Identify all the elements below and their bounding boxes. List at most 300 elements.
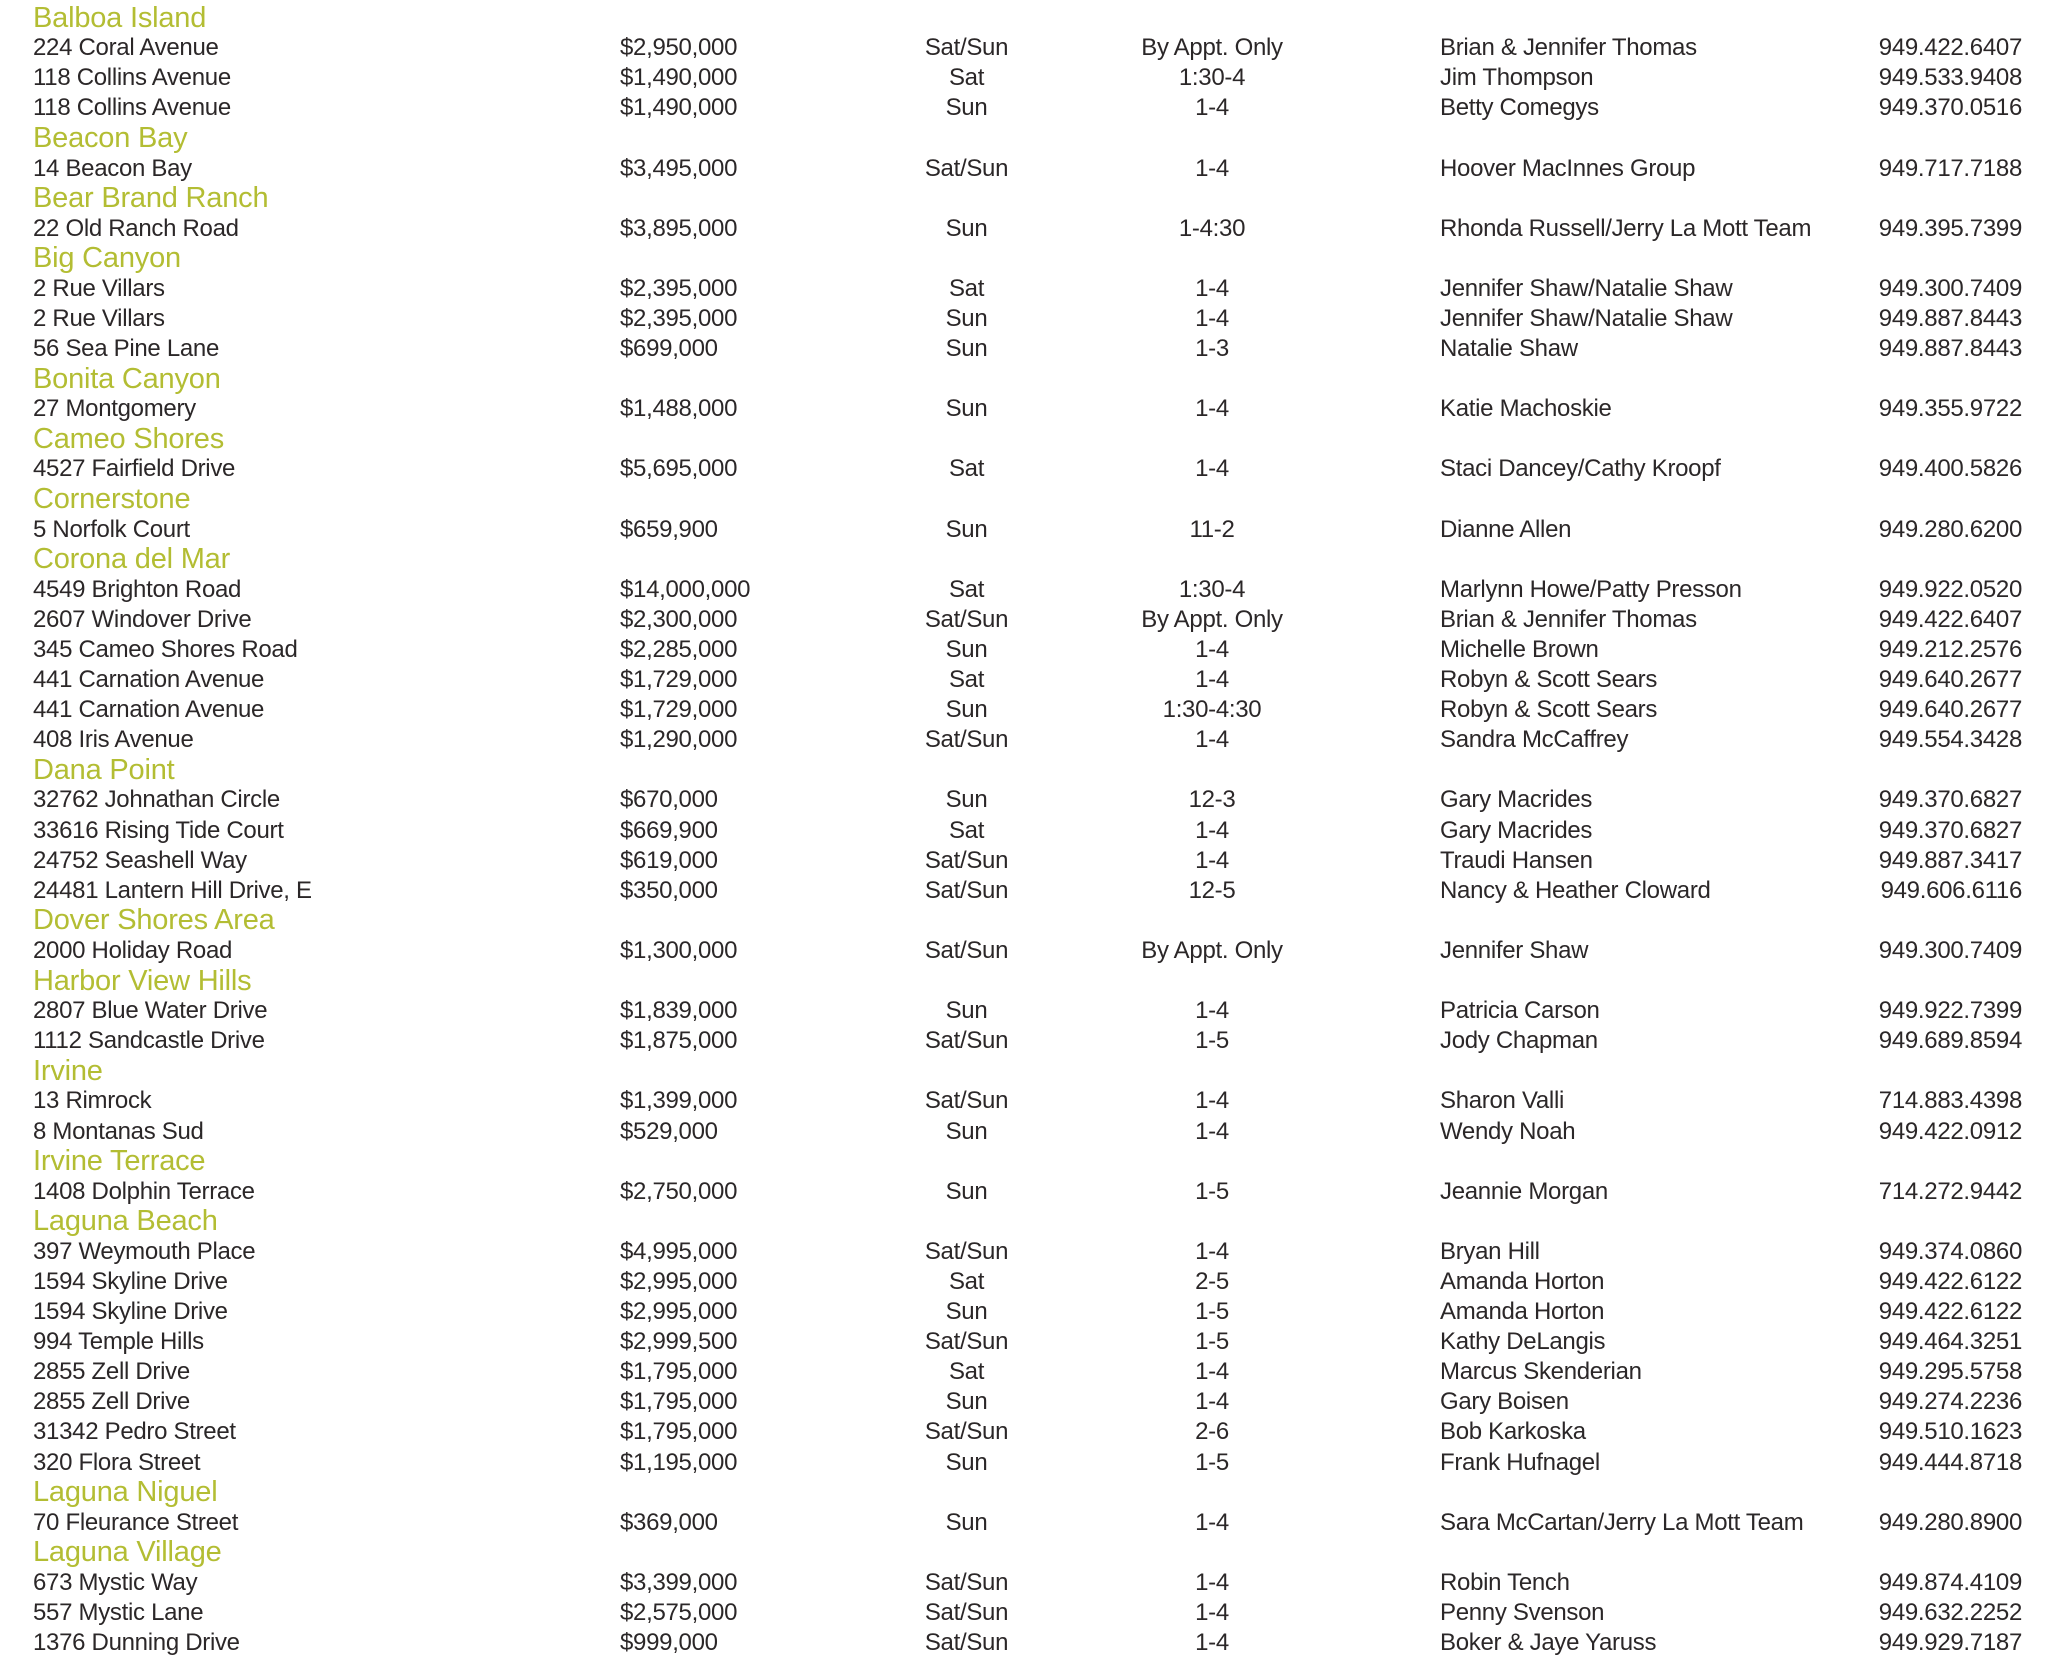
address-cell: 27 Montgomery [33, 395, 196, 423]
time-cell: 1-4 [1195, 666, 1229, 694]
agent-cell: Robyn & Scott Sears [1440, 696, 1658, 724]
price-cell: $2,395,000 [620, 274, 738, 302]
phone-cell: 949.422.6407 [1878, 34, 2022, 62]
price-cell: $1,399,000 [620, 1087, 738, 1115]
time-cell: 1-4 [1195, 1568, 1229, 1596]
phone-cell: 949.374.0860 [1878, 1237, 2022, 1265]
agent-cell: Rhonda Russell/Jerry La Mott Team [1440, 214, 1812, 242]
phone-cell: 949.874.4109 [1878, 1568, 2022, 1596]
section-header-row [33, 966, 2022, 996]
day-cell: Sat/Sun [924, 936, 1009, 964]
time-cell: 1-3 [1195, 335, 1229, 363]
time-cell: 2-5 [1195, 1267, 1229, 1295]
address-cell: 2855 Zell Drive [33, 1358, 190, 1386]
address-cell: 33616 Rising Tide Court [33, 816, 284, 844]
section-header-row [33, 485, 2022, 515]
listing-row [33, 1508, 2022, 1538]
address-cell: 408 Iris Avenue [33, 726, 194, 754]
section-header-row [33, 1147, 2022, 1177]
address-cell: 2 Rue Villars [33, 304, 165, 332]
section-header-row [33, 123, 2022, 153]
section-header-row [33, 424, 2022, 454]
listing-row [33, 1237, 2022, 1267]
address-cell: 397 Weymouth Place [33, 1237, 256, 1265]
day-cell: Sat/Sun [924, 726, 1009, 754]
day-cell: Sat [948, 1267, 985, 1295]
day-cell: Sun [945, 214, 988, 242]
phone-cell: 714.272.9442 [1878, 1177, 2022, 1205]
agent-cell: Robin Tench [1440, 1568, 1570, 1596]
agent-cell: Jennifer Shaw [1440, 936, 1589, 964]
agent-cell: Wendy Noah [1440, 1117, 1576, 1145]
listing-row [33, 304, 2022, 334]
listing-row [33, 785, 2022, 815]
neighborhood-name: Bear Brand Ranch [33, 182, 269, 215]
phone-cell: 949.554.3428 [1878, 726, 2022, 754]
day-cell: Sun [945, 1177, 988, 1205]
price-cell: $1,729,000 [620, 666, 738, 694]
price-cell: $1,795,000 [620, 1388, 738, 1416]
day-cell: Sat [948, 575, 985, 603]
address-cell: 22 Old Ranch Road [33, 214, 239, 242]
phone-cell: 949.212.2576 [1878, 636, 2022, 664]
price-cell: $1,300,000 [620, 936, 738, 964]
neighborhood-name: Laguna Beach [33, 1205, 218, 1238]
listing-row [33, 394, 2022, 424]
phone-cell: 714.883.4398 [1878, 1087, 2022, 1115]
price-cell: $1,795,000 [620, 1418, 738, 1446]
phone-cell: 949.355.9722 [1878, 395, 2022, 423]
price-cell: $529,000 [620, 1117, 718, 1145]
time-cell: 1:30-4 [1178, 575, 1246, 603]
price-cell: $2,575,000 [620, 1599, 738, 1627]
address-cell: 31342 Pedro Street [33, 1418, 236, 1446]
price-cell: $1,839,000 [620, 997, 738, 1025]
address-cell: 2855 Zell Drive [33, 1388, 190, 1416]
phone-cell: 949.887.8443 [1878, 304, 2022, 332]
price-cell: $2,285,000 [620, 636, 738, 664]
listing-row [33, 1177, 2022, 1207]
time-cell: 1-4 [1195, 1599, 1229, 1627]
phone-cell: 949.922.0520 [1878, 575, 2022, 603]
phone-cell: 949.274.2236 [1878, 1388, 2022, 1416]
listing-row [33, 1297, 2022, 1327]
phone-cell: 949.295.5758 [1878, 1358, 2022, 1386]
listing-row [33, 936, 2022, 966]
time-cell: 1-4 [1195, 816, 1229, 844]
listing-row [33, 274, 2022, 304]
price-cell: $1,488,000 [620, 395, 738, 423]
section-header-row [33, 364, 2022, 394]
neighborhood-name: Balboa Island [33, 1, 207, 34]
section-header-row [33, 1538, 2022, 1568]
price-cell: $2,995,000 [620, 1267, 738, 1295]
day-cell: Sat/Sun [924, 1237, 1009, 1265]
address-cell: 1594 Skyline Drive [33, 1298, 228, 1326]
address-cell: 4549 Brighton Road [33, 575, 242, 603]
phone-cell: 949.464.3251 [1878, 1328, 2022, 1356]
day-cell: Sat [948, 455, 985, 483]
time-cell: 1-5 [1195, 1177, 1229, 1205]
day-cell: Sat/Sun [924, 1027, 1009, 1055]
agent-cell: Brian & Jennifer Thomas [1440, 605, 1697, 633]
day-cell: Sun [945, 1508, 988, 1536]
price-cell: $670,000 [620, 786, 718, 814]
listing-row [33, 1568, 2022, 1598]
phone-cell: 949.422.6122 [1878, 1298, 2022, 1326]
price-cell: $2,999,500 [620, 1328, 738, 1356]
agent-cell: Gary Boisen [1440, 1388, 1569, 1416]
phone-cell: 949.717.7188 [1878, 154, 2022, 182]
day-cell: Sat/Sun [924, 1328, 1009, 1356]
listing-row [33, 63, 2022, 93]
phone-cell: 949.640.2677 [1878, 696, 2022, 724]
address-cell: 441 Carnation Avenue [33, 696, 265, 724]
phone-cell: 949.444.8718 [1878, 1448, 2022, 1476]
price-cell: $2,995,000 [620, 1298, 738, 1326]
section-header-row [33, 545, 2022, 575]
day-cell: Sat/Sun [924, 1599, 1009, 1627]
address-cell: 118 Collins Avenue [33, 64, 231, 92]
section-header-row [33, 906, 2022, 936]
time-cell: 1-4 [1195, 274, 1229, 302]
time-cell: 1-5 [1195, 1298, 1229, 1326]
listing-row [33, 876, 2022, 906]
agent-cell: Frank Hufnagel [1440, 1448, 1600, 1476]
time-cell: 1-4 [1195, 154, 1229, 182]
time-cell: By Appt. Only [1141, 34, 1283, 62]
listing-row [33, 33, 2022, 63]
price-cell: $2,300,000 [620, 605, 738, 633]
price-cell: $2,395,000 [620, 304, 738, 332]
listing-row [33, 1628, 2022, 1658]
phone-cell: 949.395.7399 [1878, 214, 2022, 242]
price-cell: $3,399,000 [620, 1568, 738, 1596]
price-cell: $1,195,000 [620, 1448, 738, 1476]
listing-row [33, 605, 2022, 635]
agent-cell: Penny Svenson [1440, 1599, 1605, 1627]
day-cell: Sun [945, 636, 988, 664]
day-cell: Sun [945, 335, 988, 363]
listing-row [33, 816, 2022, 846]
address-cell: 13 Rimrock [33, 1087, 152, 1115]
address-cell: 441 Carnation Avenue [33, 666, 265, 694]
address-cell: 5 Norfolk Court [33, 515, 190, 543]
agent-cell: Jennifer Shaw/Natalie Shaw [1440, 274, 1733, 302]
time-cell: 1-5 [1195, 1448, 1229, 1476]
agent-cell: Sharon Valli [1440, 1087, 1565, 1115]
neighborhood-name: Irvine Terrace [33, 1145, 206, 1178]
section-header-row [33, 3, 2022, 33]
day-cell: Sat [948, 64, 985, 92]
neighborhood-name: Cameo Shores [33, 422, 225, 455]
day-cell: Sun [945, 304, 988, 332]
time-cell: 1-4 [1195, 1358, 1229, 1386]
time-cell: 1-4 [1195, 395, 1229, 423]
agent-cell: Gary Macrides [1440, 816, 1593, 844]
section-header-row [33, 755, 2022, 785]
phone-cell: 949.929.7187 [1878, 1629, 2022, 1657]
listing-row [33, 1357, 2022, 1387]
listing-row [33, 93, 2022, 123]
price-cell: $369,000 [620, 1508, 718, 1536]
address-cell: 8 Montanas Sud [33, 1117, 204, 1145]
price-cell: $999,000 [620, 1629, 718, 1657]
listing-row [33, 214, 2022, 244]
listing-row [33, 1267, 2022, 1297]
day-cell: Sat [948, 666, 985, 694]
neighborhood-name: Dover Shores Area [33, 904, 275, 937]
neighborhood-name: Cornerstone [33, 483, 191, 516]
address-cell: 673 Mystic Way [33, 1568, 198, 1596]
agent-cell: Traudi Hansen [1440, 846, 1593, 874]
phone-cell: 949.606.6116 [1880, 876, 2022, 904]
listing-row [33, 1327, 2022, 1357]
agent-cell: Brian & Jennifer Thomas [1440, 34, 1697, 62]
listing-row [33, 665, 2022, 695]
day-cell: Sat/Sun [924, 1629, 1009, 1657]
neighborhood-name: Big Canyon [33, 242, 181, 275]
time-cell: 1-4 [1195, 997, 1229, 1025]
day-cell: Sat [948, 1358, 985, 1386]
agent-cell: Bryan Hill [1440, 1237, 1540, 1265]
time-cell: 1-5 [1195, 1027, 1229, 1055]
price-cell: $5,695,000 [620, 455, 738, 483]
day-cell: Sat/Sun [924, 34, 1009, 62]
neighborhood-name: Corona del Mar [33, 543, 231, 576]
agent-cell: Bob Karkoska [1440, 1418, 1586, 1446]
section-header-row [33, 1056, 2022, 1086]
listing-row [33, 1116, 2022, 1146]
price-cell: $350,000 [620, 876, 718, 904]
agent-cell: Sara McCartan/Jerry La Mott Team [1440, 1508, 1804, 1536]
section-header-row [33, 1478, 2022, 1508]
time-cell: 1:30-4 [1178, 64, 1246, 92]
section-header-row [33, 184, 2022, 214]
address-cell: 1376 Dunning Drive [33, 1629, 240, 1657]
phone-cell: 949.533.9408 [1878, 64, 2022, 92]
agent-cell: Jennifer Shaw/Natalie Shaw [1440, 304, 1733, 332]
listing-row [33, 846, 2022, 876]
time-cell: 1-4 [1195, 455, 1229, 483]
address-cell: 1594 Skyline Drive [33, 1267, 228, 1295]
day-cell: Sun [945, 786, 988, 814]
agent-cell: Jim Thompson [1440, 64, 1594, 92]
time-cell: 1-4 [1195, 1237, 1229, 1265]
price-cell: $699,000 [620, 335, 718, 363]
neighborhood-name: Laguna Village [33, 1536, 222, 1569]
day-cell: Sun [945, 1298, 988, 1326]
time-cell: 1-4 [1195, 1117, 1229, 1145]
address-cell: 345 Cameo Shores Road [33, 636, 298, 664]
agent-cell: Kathy DeLangis [1440, 1328, 1606, 1356]
agent-cell: Patricia Carson [1440, 997, 1600, 1025]
price-cell: $3,495,000 [620, 154, 738, 182]
time-cell: 1-4 [1195, 846, 1229, 874]
address-cell: 24481 Lantern Hill Drive, E [33, 876, 312, 904]
section-header-row [33, 1207, 2022, 1237]
agent-cell: Hoover MacInnes Group [1440, 154, 1696, 182]
agent-cell: Nancy & Heather Cloward [1440, 876, 1711, 904]
phone-cell: 949.510.1623 [1878, 1418, 2022, 1446]
phone-cell: 949.422.6122 [1878, 1267, 2022, 1295]
phone-cell: 949.689.8594 [1878, 1027, 2022, 1055]
price-cell: $2,950,000 [620, 34, 738, 62]
agent-cell: Michelle Brown [1440, 636, 1599, 664]
phone-cell: 949.922.7399 [1878, 997, 2022, 1025]
listing-row [33, 1598, 2022, 1628]
agent-cell: Staci Dancey/Cathy Kroopf [1440, 455, 1721, 483]
price-cell: $3,895,000 [620, 214, 738, 242]
phone-cell: 949.422.6407 [1878, 605, 2022, 633]
address-cell: 2000 Holiday Road [33, 936, 233, 964]
listing-row [33, 1387, 2022, 1417]
listing-row [33, 153, 2022, 183]
neighborhood-name: Dana Point [33, 753, 175, 786]
price-cell: $1,490,000 [620, 94, 738, 122]
agent-cell: Katie Machoskie [1440, 395, 1612, 423]
agent-cell: Marlynn Howe/Patty Presson [1440, 575, 1742, 603]
address-cell: 557 Mystic Lane [33, 1599, 204, 1627]
time-cell: 2-6 [1195, 1418, 1229, 1446]
day-cell: Sun [945, 696, 988, 724]
price-cell: $659,900 [620, 515, 718, 543]
phone-cell: 949.370.0516 [1878, 94, 2022, 122]
time-cell: 1-4 [1195, 726, 1229, 754]
price-cell: $1,795,000 [620, 1358, 738, 1386]
day-cell: Sat/Sun [924, 846, 1009, 874]
address-cell: 2807 Blue Water Drive [33, 997, 268, 1025]
listing-row [33, 1086, 2022, 1116]
agent-cell: Dianne Allen [1440, 515, 1572, 543]
price-cell: $1,729,000 [620, 696, 738, 724]
listing-row [33, 695, 2022, 725]
agent-cell: Amanda Horton [1440, 1267, 1605, 1295]
price-cell: $619,000 [620, 846, 718, 874]
time-cell: 11-2 [1189, 515, 1235, 543]
phone-cell: 949.422.0912 [1878, 1117, 2022, 1145]
day-cell: Sun [945, 1448, 988, 1476]
agent-cell: Marcus Skenderian [1440, 1358, 1642, 1386]
agent-cell: Gary Macrides [1440, 786, 1593, 814]
time-cell: 1:30-4:30 [1162, 696, 1262, 724]
phone-cell: 949.887.8443 [1878, 335, 2022, 363]
agent-cell: Boker & Jaye Yaruss [1440, 1629, 1657, 1657]
time-cell: 1-4 [1195, 1629, 1229, 1657]
neighborhood-name: Beacon Bay [33, 121, 188, 154]
day-cell: Sat [948, 274, 985, 302]
address-cell: 32762 Johnathan Circle [33, 786, 280, 814]
neighborhood-name: Irvine [33, 1054, 103, 1087]
day-cell: Sat/Sun [924, 154, 1009, 182]
time-cell: 12-5 [1188, 876, 1236, 904]
price-cell: $14,000,000 [620, 575, 751, 603]
listing-row [33, 334, 2022, 364]
address-cell: 118 Collins Avenue [33, 94, 231, 122]
agent-cell: Jeannie Morgan [1440, 1177, 1608, 1205]
listing-row [33, 1026, 2022, 1056]
address-cell: 320 Flora Street [33, 1448, 201, 1476]
listing-row [33, 1448, 2022, 1478]
address-cell: 2607 Windover Drive [33, 605, 252, 633]
neighborhood-name: Harbor View Hills [33, 964, 252, 997]
day-cell: Sun [945, 1388, 988, 1416]
time-cell: 1-4 [1195, 304, 1229, 332]
listing-row [33, 725, 2022, 755]
listing-row [33, 454, 2022, 484]
agent-cell: Robyn & Scott Sears [1440, 666, 1658, 694]
time-cell: 1-4 [1195, 1388, 1229, 1416]
address-cell: 1112 Sandcastle Drive [33, 1027, 265, 1055]
address-cell: 994 Temple Hills [33, 1328, 204, 1356]
listings-table [33, 3, 2022, 1658]
price-cell: $4,995,000 [620, 1237, 738, 1265]
address-cell: 4527 Fairfield Drive [33, 455, 236, 483]
phone-cell: 949.632.2252 [1878, 1599, 2022, 1627]
agent-cell: Jody Chapman [1440, 1027, 1598, 1055]
day-cell: Sat/Sun [924, 876, 1009, 904]
phone-cell: 949.370.6827 [1878, 816, 2022, 844]
day-cell: Sat/Sun [924, 1418, 1009, 1446]
address-cell: 70 Fleurance Street [33, 1508, 239, 1536]
day-cell: Sun [945, 94, 988, 122]
day-cell: Sat/Sun [924, 1087, 1009, 1115]
time-cell: 1-4 [1195, 94, 1229, 122]
listing-row [33, 635, 2022, 665]
price-cell: $2,750,000 [620, 1177, 738, 1205]
listing-row [33, 515, 2022, 545]
price-cell: $1,875,000 [620, 1027, 738, 1055]
price-cell: $1,290,000 [620, 726, 738, 754]
phone-cell: 949.640.2677 [1878, 666, 2022, 694]
day-cell: Sun [945, 1117, 988, 1145]
phone-cell: 949.370.6827 [1878, 786, 2022, 814]
price-cell: $1,490,000 [620, 64, 738, 92]
day-cell: Sun [945, 997, 988, 1025]
phone-cell: 949.300.7409 [1878, 274, 2022, 302]
time-cell: 1-5 [1195, 1328, 1229, 1356]
time-cell: 1-4 [1195, 1087, 1229, 1115]
address-cell: 24752 Seashell Way [33, 846, 247, 874]
phone-cell: 949.300.7409 [1878, 936, 2022, 964]
phone-cell: 949.280.6200 [1878, 515, 2022, 543]
day-cell: Sat/Sun [924, 1568, 1009, 1596]
price-cell: $669,900 [620, 816, 718, 844]
address-cell: 2 Rue Villars [33, 274, 165, 302]
neighborhood-name: Bonita Canyon [33, 362, 221, 395]
day-cell: Sat [948, 816, 985, 844]
section-header-row [33, 244, 2022, 274]
time-cell: By Appt. Only [1141, 936, 1283, 964]
agent-cell: Sandra McCaffrey [1440, 726, 1629, 754]
listing-row [33, 575, 2022, 605]
day-cell: Sun [945, 395, 988, 423]
phone-cell: 949.280.8900 [1878, 1508, 2022, 1536]
day-cell: Sat/Sun [924, 605, 1009, 633]
agent-cell: Natalie Shaw [1440, 335, 1578, 363]
agent-cell: Betty Comegys [1440, 94, 1599, 122]
address-cell: 56 Sea Pine Lane [33, 335, 220, 363]
agent-cell: Amanda Horton [1440, 1298, 1605, 1326]
address-cell: 1408 Dolphin Terrace [33, 1177, 255, 1205]
time-cell: 1-4 [1195, 636, 1229, 664]
time-cell: 1-4 [1195, 1508, 1229, 1536]
address-cell: 14 Beacon Bay [33, 154, 192, 182]
time-cell: By Appt. Only [1141, 605, 1283, 633]
neighborhood-name: Laguna Niguel [33, 1476, 218, 1509]
time-cell: 12-3 [1188, 786, 1236, 814]
day-cell: Sun [945, 515, 988, 543]
